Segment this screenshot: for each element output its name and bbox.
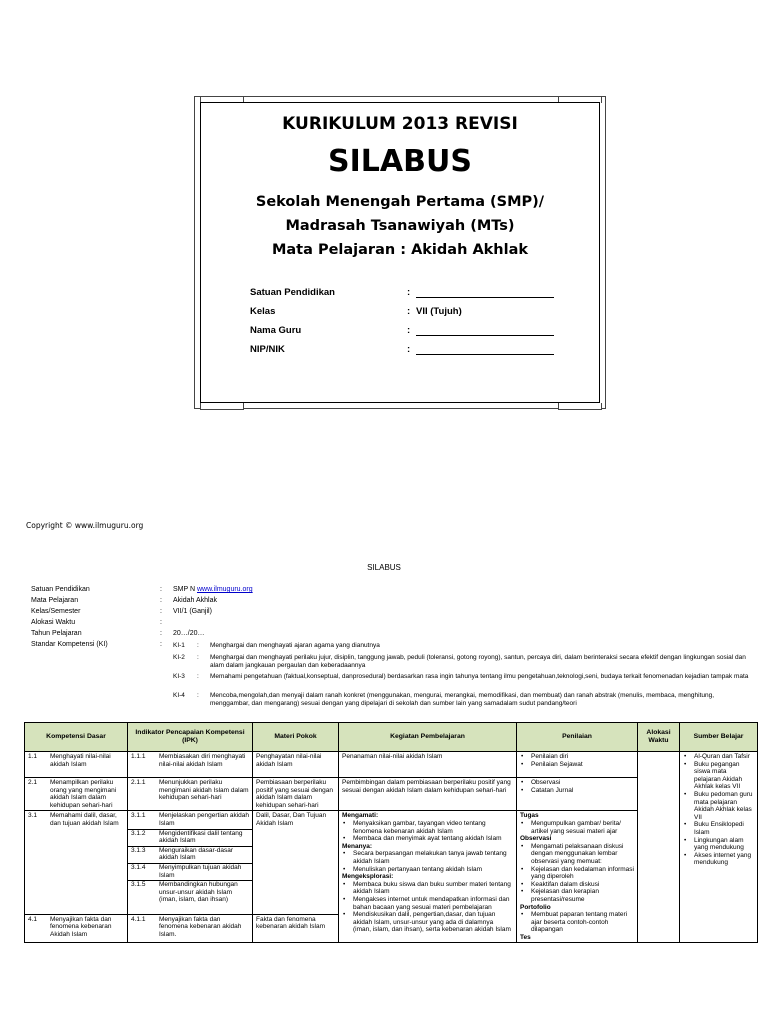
identity-label: Kelas/Semester xyxy=(31,608,81,615)
penilaian-cell: • Penilaian diri • Penilaian Sejawat xyxy=(517,752,638,778)
field-blank-nip[interactable] xyxy=(416,343,554,355)
materi-cell: Pembiasaan berperilaku positif yang sesuai dengan akidah Islam dalam kehidupan sehari-hari xyxy=(253,778,339,811)
ki-colon: : xyxy=(197,654,199,661)
field-value-kelas: VII (Tujuh) xyxy=(416,306,462,317)
identity-colon: : xyxy=(160,619,162,626)
kd-cell: 2.1 Menampilkan perilaku orang yang mengimani akidah Islam dalam kehidupan sehari-hari xyxy=(25,778,128,811)
identity-colon: : xyxy=(160,641,162,648)
penilaian-cell: Tugas • Mengumpulkan gambar/ berita/ artikel yang sesuai materi ajar Observasi • Mengamati pelaksanaan diskusi dengan menggunakan lembar observasi yang memuat: • Kejelasan dan kedalaman informasi yang diperoleh • Keaktifan dalam diskusi • Kejelasan dan kerapian presentasi/resume Portofolio • Membuat paparan tentang materi ajar beserta contoh-contoh dilapangan Tes xyxy=(517,811,638,943)
materi-cell: Penghayatan nilai-nilai akidah Islam xyxy=(253,752,339,778)
field-colon: : xyxy=(407,325,411,336)
identity-label: Tahun Pelajaran xyxy=(31,630,82,637)
col-header: Kompetensi Dasar xyxy=(25,723,128,752)
ki-code: KI-3 xyxy=(173,673,185,680)
identity-colon: : xyxy=(160,608,162,615)
identity-colon: : xyxy=(160,630,162,637)
kegiatan-cell: Penanaman nilai-nilai akidah Islam xyxy=(339,752,517,778)
ki-code: KI-1 xyxy=(173,642,185,649)
sumber-cell: • Al-Quran dan Tafsir • Buku pegangan siswa mata pelajaran Akidah Akhlak kelas VII • Buku pedoman guru mata pelajaran Akidah Akhlak kelas VII • Buku Ensiklopedi Islam • Lingkungan alam yang mendukung • Akses internet yang mendukung xyxy=(680,752,758,943)
materi-cell: Fakta dan fenomena kebenaran akidah Islam xyxy=(253,914,339,943)
identity-value: 20…/20… xyxy=(173,630,205,637)
identity-label: Alokasi Waktu xyxy=(31,619,76,626)
identity-label: Mata Pelajaran xyxy=(31,597,79,604)
ipk-cell: 3.1.1 Menjelaskan pengertian akidah Islam 3.1.2 Mengidentifikasi dalil tentang akidah Islam 3.1.3 Menguraikan dasar-dasar akidah Islam 3.1.4 Menyimpulkan tujuan akidah Islam 3.1.5 Membandingkan hubungan unsur-unsur akidah Islam (iman, islam, dan ihsan) xyxy=(128,811,253,914)
identity-colon: : xyxy=(160,597,162,604)
school-type-line: Sekolah Menengah Pertama (SMP)/ xyxy=(255,194,545,210)
materi-cell: Dalil, Dasar, Dan Tujuan Akidah Islam xyxy=(253,811,339,914)
field-label-kelas: Kelas xyxy=(250,306,276,317)
field-colon: : xyxy=(407,306,411,317)
col-header: Materi Pokok xyxy=(253,723,339,752)
identity-value: VII/1 (Ganjil) xyxy=(173,608,212,615)
ki-code: KI-2 xyxy=(173,654,185,661)
field-label-satuan: Satuan Pendidikan xyxy=(250,287,335,298)
field-colon: : xyxy=(407,344,411,355)
ipk-cell: 4.1.1 Menyajikan fakta dan fenomena kebenaran akidah Islam. xyxy=(128,914,253,943)
kegiatan-cell: Mengamati: • Menyaksikan gambar, tayangan video tentang fenomena kebenaran akidah Islam • Membaca dan menyimak ayat tentang akidah Islam Menanya: • Secara berpasangan melakukan tanya jawab tentang akidah Islam • Menuliskan pertanyaan tentang akidah Islam Mengeksplorasi: • Membaca buku siswa dan buku sumber materi tentang akidah Islam • Mengakses internet untuk mendapatkan informasi dan bahan bacaan yang sesuai materi pembelajaran • Mendiskusikan dalil, pengertian,dasar, dan tujuan akidah Islam, unsur-unsur yang ada di dalamnya (iman, islam, dan ihsan), serta kebenaran akidah Islam xyxy=(339,811,517,943)
field-blank-satuan[interactable] xyxy=(416,286,554,298)
identity-label: Satuan Pendidikan xyxy=(31,586,90,593)
identity-value-satuan: SMP N www.ilmuguru.org xyxy=(173,586,253,593)
ki-code: KI-4 xyxy=(173,692,185,699)
frame-corner-tab xyxy=(558,403,602,410)
syllabus-table xyxy=(24,722,758,943)
ki-text: Mencoba,mengolah,dan menyaji dalam ranah konkret (menggunakan, mengurai, merangkai, memodifikasi, dan membuat) dan ranah abstrak (menulis, membaca, menghitung, menggambar, dan mengarang) sesuai dengan yang dipelajari di sekolah dan sumber lain yang samadalam sudut pandang/teori xyxy=(210,692,715,707)
col-header: Penilaian xyxy=(517,723,638,752)
col-header: Kegiatan Pembelajaran xyxy=(339,723,517,752)
ki-text: Menghargai dan menghayati perilaku jujur, disiplin, tanggung jawab, peduli (toleransi, gotong royong), santun, percaya diri, dalam berinteraksi secara efektif dengan lingkungan sosial dan alam dalam jangkauan pergaulan dan keberadaannya xyxy=(210,654,746,669)
table-header-row xyxy=(25,723,758,752)
kd-cell: 3.1 Memahami dalil, dasar, dan tujuan akidah Islam xyxy=(25,811,128,914)
curriculum-label: KURIKULUM 2013 REVISI xyxy=(282,114,518,134)
identity-value: Akidah Akhlak xyxy=(173,597,217,604)
kd-cell: 1.1 Menghayati nilai-nilai akidah Islam xyxy=(25,752,128,778)
page2-title: SILABUS xyxy=(367,563,401,572)
subject-line: Mata Pelajaran : Akidah Akhlak xyxy=(271,242,529,258)
ki-colon: : xyxy=(197,692,199,699)
field-colon: : xyxy=(407,287,411,298)
field-label-nip: NIP/NIK xyxy=(250,344,285,355)
col-header: Sumber Belajar xyxy=(680,723,758,752)
frame-corner-tab xyxy=(200,403,244,410)
ipk-cell: 2.1.1 Menunjukkan perilaku mengimani akidah Islam dalam kehidupan sehari-hari xyxy=(128,778,253,811)
field-blank-guru[interactable] xyxy=(416,324,554,336)
col-header: Alokasi Waktu xyxy=(638,723,680,752)
table-row xyxy=(25,752,758,778)
ki-text: Memahami pengetahuan (faktual,konseptual, danprosedural) berdasarkan rasa ingin tahunya tentang ilmu pengetahuan,teknologi,seni, budaya terkait fenomenadan kejadian tampak mata xyxy=(210,673,749,680)
ki-colon: : xyxy=(197,642,199,649)
penilaian-cell: • Observasi • Catatan Jurnal xyxy=(517,778,638,811)
field-label-guru: Nama Guru xyxy=(250,325,302,336)
ki-text: Menghargai dan menghayati ajaran agama yang dianutnya xyxy=(210,642,380,649)
school-type-line-2: Madrasah Tsanawiyah (MTs) xyxy=(285,218,515,234)
ipk-cell: 1.1.1 Membiasakan diri menghayati nilai-nilai akidah Islam xyxy=(128,752,253,778)
school-link[interactable]: www.ilmuguru.org xyxy=(197,586,253,593)
kd-cell: 4.1 Menyajikan fakta dan fenomena kebenaran Akidah Islam xyxy=(25,914,128,943)
ki-colon: : xyxy=(197,673,199,680)
col-header: Indikator Pencapaian Kompetensi (IPK) xyxy=(128,723,253,752)
alokasi-cell xyxy=(638,752,680,943)
identity-colon: : xyxy=(160,586,162,593)
copyright-footer: Copyright © www.ilmuguru.org xyxy=(26,521,144,530)
identity-label: Standar Kompetensi (KI) xyxy=(31,641,108,648)
kegiatan-cell: Pembimbingan dalam pembiasaan berperilaku positif yang sesuai dengan akidah Islam dalam kehidupan sehari-hari xyxy=(339,778,517,811)
cover-title: SILABUS xyxy=(328,144,472,179)
